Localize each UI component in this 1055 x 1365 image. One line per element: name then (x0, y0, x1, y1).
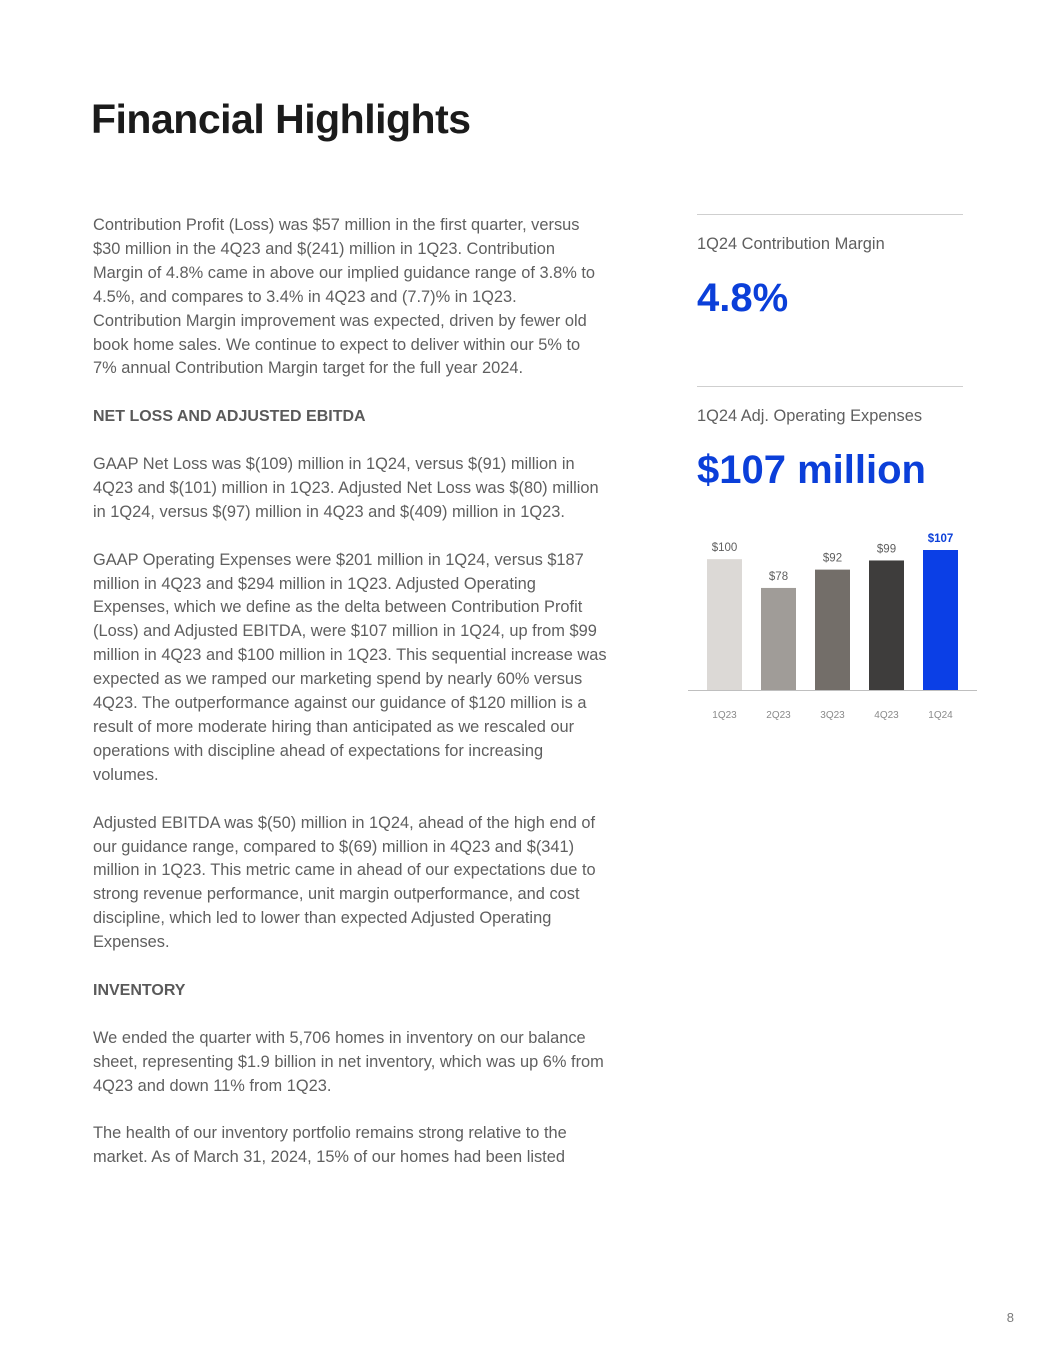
heading-net-loss-adjusted-ebitda: NET LOSS AND ADJUSTED EBITDA (93, 408, 366, 426)
category-label-4q23: 4Q23 (874, 710, 899, 721)
adj-opex-label: 1Q24 Adj. Operating Expenses (697, 407, 923, 425)
contribution-margin-label: 1Q24 Contribution Margin (697, 235, 885, 253)
bar-2q23 (761, 588, 796, 690)
bar-1q24 (923, 550, 958, 690)
category-label-2q23: 2Q23 (766, 710, 791, 721)
paragraph-inventory-health: The health of our inventory portfolio remains strong relative to the market. As of March 31, 2024, 15% of our homes had been listed (93, 1124, 567, 1167)
category-label-1q23: 1Q23 (712, 710, 737, 721)
contribution-margin-value: 4.8% (697, 276, 789, 320)
paragraph-adjusted-ebitda: Adjusted EBITDA was $(50) million in 1Q24, ahead of the high end of our guidance range, compared to $(69) million in 4Q23 and $(341) million in 1Q23. This metric came in ahead of our expectations due to strong revenue performance, unit margin outperformance, and cost discipline, which led to lower than expected Adjusted Operating Expenses. (93, 813, 596, 952)
category-label-3q23: 3Q23 (820, 710, 845, 721)
page-number: 8 (1006, 1310, 1014, 1325)
page-title: Financial Highlights (91, 96, 471, 142)
adj-opex-bar-chart (686, 520, 981, 730)
heading-inventory: INVENTORY (93, 981, 186, 999)
value-label-2q23: $78 (768, 570, 789, 583)
paragraph-operating-expenses: GAAP Operating Expenses were $201 million in 1Q24, versus $187 million in 4Q23 and $294 million in 1Q23. Adjusted Operating Expenses, which we define as the delta between Contribution Profit (Loss) and Adjusted EBITDA, were $107 million in 1Q24, up from $99 million in 4Q23 and $100 million in 1Q23. This sequential increase was expected as we ramped our marketing spend by nearly 60% versus 4Q23. The outperformance against our guidance of $120 million is a result of more moderate hiring than anticipated as we rescaled our operations with discipline ahead of expectations for increasing volumes. (93, 550, 607, 784)
value-label-4q23: $99 (876, 543, 897, 556)
value-label-3q23: $92 (822, 552, 843, 565)
bar-1q23 (707, 559, 742, 690)
bar-4q23 (869, 560, 904, 690)
category-label-1q24: 1Q24 (928, 710, 953, 721)
metrics-panel (697, 214, 963, 494)
value-label-1q24: $107 (927, 533, 954, 545)
paragraph-contribution-profit: Contribution Profit (Loss) was $57 million in the first quarter, versus $30 million in the 4Q23 and $(241) million in 1Q23. Contribution Margin of 4.8% came in above our implied guidance range of 3.8% to 4.5%, and compares to 3.4% in 4Q23 and (7.7)% in 1Q23. Contribution Margin improvement was expected, driven by fewer old book home sales. We continue to expect to deliver within our 5% to 7% annual Contribution Margin target for the full year 2024. (93, 216, 596, 378)
bar-3q23 (815, 570, 850, 690)
body-text (93, 214, 608, 1194)
value-label-1q23: $100 (711, 542, 738, 555)
paragraph-inventory: We ended the quarter with 5,706 homes in inventory on our balance sheet, representing $1.9 billion in net inventory, which was up 6% from 4Q23 and down 11% from 1Q23. (93, 1028, 604, 1095)
contribution-margin-metric (697, 214, 963, 386)
paragraph-net-loss: GAAP Net Loss was $(109) million in 1Q24, versus $(91) million in 4Q23 and $(101) million in 1Q23. Adjusted Net Loss was $(80) million in 1Q24, versus $(97) million in 4Q23 and $(409) million in 1Q23. (93, 455, 599, 521)
adj-opex-metric (697, 386, 963, 494)
chart-svg (686, 520, 981, 730)
adj-opex-value: $107 million (697, 448, 926, 492)
